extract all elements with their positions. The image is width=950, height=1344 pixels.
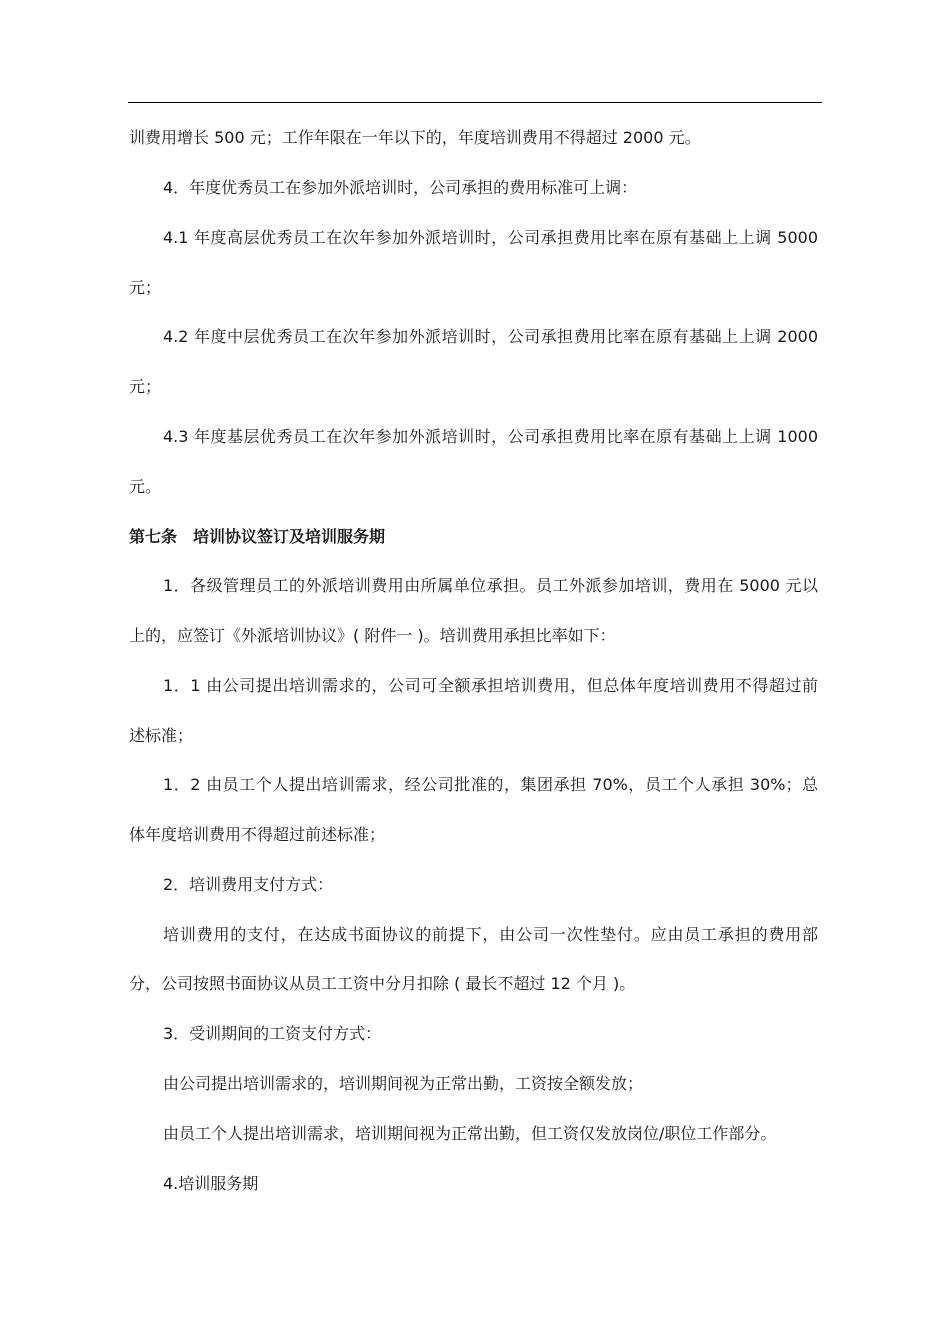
paragraph-line: 元； xyxy=(129,377,162,396)
paragraph-line: 培训费用的支付，在达成书面协议的前提下，由公司一次性垫付。应由员工承担的费用部 xyxy=(163,925,818,944)
paragraph-line: 由公司提出培训需求的，培训期间视为正常出勤，工资按全额发放； xyxy=(163,1074,644,1093)
paragraph-line: 1．各级管理员工的外派培训费用由所属单位承担。员工外派参加培训，费用在 5000 元以 xyxy=(163,576,818,595)
paragraph-line: 元。 xyxy=(129,477,162,496)
paragraph-line: 4.培训服务期 xyxy=(163,1174,259,1193)
paragraph-line: 4.1 年度高层优秀员工在次年参加外派培训时，公司承担费用比率在原有基础上上调 5000 xyxy=(163,228,818,247)
paragraph-line: 上的，应签订《外派培训协议》( 附件一 )。培训费用承担比率如下： xyxy=(129,626,616,645)
paragraph-line: 1．1 由公司提出培训需求的，公司可全额承担培训费用，但总体年度培训费用不得超过前 xyxy=(163,676,818,695)
paragraph-line: 分，公司按照书面协议从员工工资中分月扣除 ( 最长不超过 12 个月 )。 xyxy=(129,974,636,993)
paragraph-line: 体年度培训费用不得超过前述标准； xyxy=(129,825,386,844)
section-heading: 第七条 培训协议签订及培训服务期 xyxy=(129,527,386,546)
paragraph-line: 1．2 由员工个人提出培训需求，经公司批准的，集团承担 70%，员工个人承担 30%；总 xyxy=(163,775,818,794)
paragraph-line: 训费用增长 500 元；工作年限在一年以下的，年度培训费用不得超过 2000 元。 xyxy=(129,128,701,147)
paragraph-line: 述标准； xyxy=(129,726,194,745)
paragraph-line: 4．年度优秀员工在参加外派培训时，公司承担的费用标准可上调： xyxy=(163,178,638,197)
paragraph-line: 由员工个人提出培训需求，培训期间视为正常出勤，但工资仅发放岗位/职位工作部分。 xyxy=(163,1124,777,1143)
paragraph-line: 4.3 年度基层优秀员工在次年参加外派培训时，公司承担费用比率在原有基础上上调 1000 xyxy=(163,427,818,446)
header-rule xyxy=(128,102,822,103)
paragraph-line: 3．受训期间的工资支付方式： xyxy=(163,1024,382,1043)
paragraph-line: 2．培训费用支付方式： xyxy=(163,875,334,894)
paragraph-line: 4.2 年度中层优秀员工在次年参加外派培训时，公司承担费用比率在原有基础上上调 2000 xyxy=(163,327,818,346)
paragraph-line: 元； xyxy=(129,278,162,297)
